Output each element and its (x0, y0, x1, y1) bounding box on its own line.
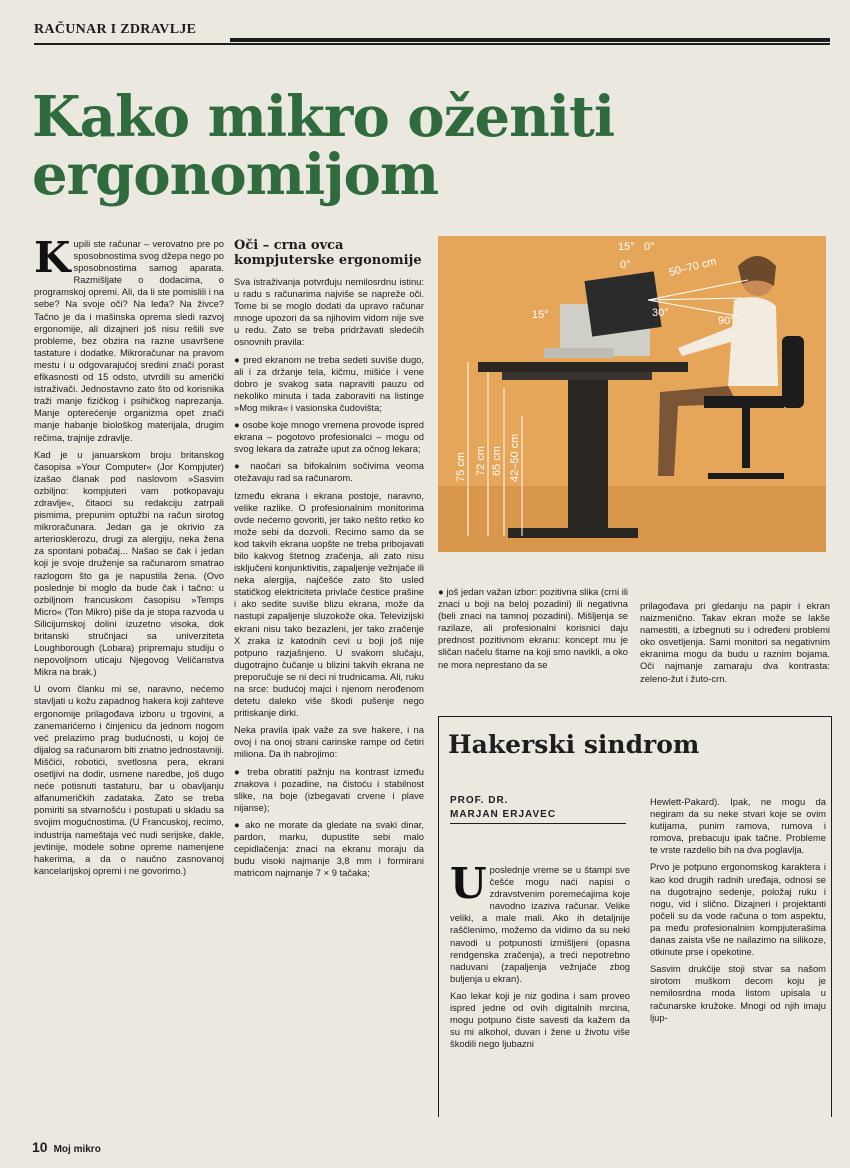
bullet-icon (234, 460, 244, 471)
section-rule (230, 38, 830, 42)
ergonomics-photo (438, 236, 826, 552)
author-title: PROF. DR. (450, 795, 509, 806)
paragraph: Između ekrana i ekrana postoje, naravno, velike razlike. O profesionalnim monitorima ovde nećemo govoriti, jer tako nešto retko ko može sebi da dozvoli. Recimo samo da se kod takvih ekrana uopšte ne treba pribojavati bilo kakvog štetnog zračenja, ali zato nisu isključeni konjunktivitis, zapaljenje vežnjače ili neka alergija, najčešće zato što usled statičkog elektriciteta privlače čestice prašine i ako sedite suviše blizu ekrana, može da nastupi zapaljenje sluzokože oka. Televizijski ekrani nisu tako bezazleni, jer tako zračenje X zraka iz katodnih cevi u boji još nije potpuno razjašnjeno. U svakom slučaju, dugotrajno čučanje u blizini takvih ekrana ne preporučuje se ni deci ni trudnicama. Ali, ruku na srce: budućoj majci i njenom nerođenom detetu daleko više škodi pušenje nego pritiskanje dirki. (234, 489, 424, 719)
section-category: RAČUNAR I ZDRAVLJE (34, 22, 197, 37)
paragraph: Kao lekar koji je niz godina i sam proveo ispred jedne od ovih digitalnih mrcina, mogu potpuno čiste savesti da kažem da su mi alkohol, duvan i žene u životu više škodili nego ljubazni (450, 989, 630, 1050)
intro-paragraph: Uposlednje vreme se u štampi sve češće mogu naći napisi o zdravstvenim poremećajima koje navodno izaziva računar. Velike veliki, a male mali. Ako ih detaljnije raščlenimo, možemo da vidimo da su neki navodi u potpunosti izmišljeni (opasna rendgenska zračenja), a treći nepotrebno naduvani (zapaljenja vežnjače zbog buljenja u ekran). (450, 859, 630, 984)
paragraph: prilagođava pri gledanju na papir i ekran naizmenično. Takav ekran može se lakše namestiti, a izbegnuti su i određeni problemi oko osvetljenja. Sami monitori sa negativnim ekranima mogu da budu u raznim bojama. Oči najmanje zamaraju dva kontrasta: zeleno-žut i žuto-crn. (640, 600, 830, 684)
label-75cm: 75 cm (455, 452, 467, 482)
label-42-50cm: 42–50 cm (509, 433, 521, 482)
paragraph: U ovom članku mi se, naravno, nećemo stavljati u kožu zapadnog hakera koji zahteve ergonomije prilagođava izboru u trgovini, a zanemarićemo i činjenicu da jednom nogom već prelazimo prag budućnosti, u kojoj će dijalog sa računarom biti znatno jednostavniji. Miščići, robotići, svetlosna pera, ekrani osetljivi na dodir, usmene naredbe, još dugo neće potisnuti tastaturu, bar u obavljanju alfanumeričkih zadataka. Zato se treba pomiriti sa stvarnošću i postupati u skladu sa svojim mogućnostima. (U Francuskoj, recimo, industrija nameštaja već nudi serijske, dakle, jevtinije, modele sobne opreme namenjene hakerima, a da o naučno zasnovanoj kancelarijskoj opremi i ne govorimo.) (34, 683, 224, 876)
sidebar-title: Hakerski sindrom (448, 730, 700, 759)
paragraph: Prvo je potpuno ergonomskog karaktera i kao kod drugih radnih uređaja, odnosi se na dugotrajno sedenje, položaj ruku i nogu, vid i slično. Dizajneri i projektanti počeli su da vode računa o tom aspektu, pa među profesionalnim kompjuterašima danas zaista vše ne nailazimo na silikoze, otkinute prse i opekotine. (650, 861, 826, 958)
page-number: 10 (32, 1139, 48, 1155)
label-15-keyboard: 15° (532, 309, 549, 321)
bullet-item: ● osobe koje mnogo vremena provode ispred ekrana – pogotovo profesionalci – mogu od svog lekara da zatraže uput za očnog lekara; (234, 419, 424, 455)
label-15-top: 15° (618, 241, 635, 253)
workstation-illustration (438, 236, 826, 552)
author-name: MARJAN ERJAVEC (450, 809, 557, 820)
bullet-item: ● ako ne morate da gledate na svaki dinar, pardon, marku, dupustite sebi malo cepidlačenja: znaci na ekranu moraju da budu visoki najmanje 3,8 mm i formirani matricom najmanje 7 × 9 tačaka; (234, 819, 424, 879)
bullet-item: ● još jedan važan izbor: pozitivna slika (crni ili znaci u boji na beloj pozadini) ili negativna (beli znaci na tamnoj pozadini). Mišljenja se razilaze, ali profesionalni korisnici daju prednost pozitivnom ekranu: koncept mu je sličan načelu štame na koji smo navikli, a oko ne mora neprestano da se (438, 586, 628, 671)
article-headline: Kako mikro oženiti ergonomijom (32, 84, 615, 208)
column-1 (34, 233, 224, 882)
page-footer (32, 1139, 101, 1155)
label-72cm: 72 cm (475, 446, 487, 476)
bullet-item: ● naočari sa bifokalnim sočivima veoma otežavaju rad sa računarom. (234, 460, 424, 484)
label-0-top: 0° (644, 241, 655, 253)
label-65cm: 65 cm (491, 446, 503, 476)
column-2 (234, 238, 424, 884)
bullet-item: ● pred ekranom ne treba sedeti suviše dugo, ali i za držanje tela, kičmu, mišiće i vene dobro je svakog sata napraviti pauzu od nekoliko minuta i tada zaboraviti na listinge »Mog mikra« i vasionska čudovišta; (234, 354, 424, 414)
byline-rule (450, 823, 626, 824)
drop-cap: K (34, 233, 71, 282)
intro-paragraph: Kupili ste računar – verovatno pre po sposobnostima svog džepa nego po sposobnostima samog aparata. Razmišljate o dodacima, o programskoj opremi. Ali, da li ste pomislili i na sebe? Na svoje oči? Na leđa? Na živce? Tačno je da i mašinska oprema sledi razvoj ergonomije, ali dizajneri još nisu rešili sve probleme, bez obzira na razne usavršene tastature i dodatke. Mikroračunar na pravom mestu i u odgovarajućoj sredini znači porast efikasnosti od 15 odsto, utvrdili su američki istraživači. Jednostavno zato što od korisnika traži manje fizičkog i psihičkog naprezanja. Manje opterećenje organizma opet znači manje habanje biološkog materijala, drugim rečima, trajnije zdravlje. (34, 233, 224, 443)
paragraph: Sasvim drukčije stoji stvar sa našom sirotom muškom decom koju je nemilosrdna moda listom upisala u računarske kružoke. Mnogi od njih imaju ljup- (650, 963, 826, 1023)
paragraph: Neka pravila ipak važe za sve hakere, i na ovoj i na onoj strani carinske rampe od četiri miliona. Da ih nabrojimo: (234, 724, 424, 760)
drop-cap: U (450, 859, 487, 908)
subheading: Oči – crna ovca kompjuterske ergonomije (234, 238, 422, 268)
paragraph: Kad je u januarskom broju britanskog časopisa »Your Computer« (Jor Kompjuter) izašao članak pod naslovom »Sasvim ozbiljno: kompjuteri vam potkopavaju zdravlje«, čitaoci su redakciju zatrpali pismima, prepunim optužbi na račun sirotog mikroračunara. Jedan ga je okrivio za arteriosklerozu, drugi za alergiju, neka žena za spontani pobačaj... Našao se čak i jedan koji je svoje druženje sa računarom smatrao razlogom što ga je napustila žena. (Ovo poslednje bi moglo da bude čak i tačno: u ozbiljnom francuskom časopisu »Temps Micro« (Ton Mikro) piše da je stopa razvoda u Silicijumskoj dolini izuzetno visoka, dok britanski stručnjaci sa univerziteta Loughborough (Lobara) pripremaju studiju o nepovoljnom uticaju Njegovog Veličanstva Mikra na brak.) (34, 448, 224, 678)
bullet-icon (234, 766, 242, 777)
label-0: 0° (620, 259, 631, 271)
paragraph: Sva istraživanja potvrđuju nemilosrdnu istinu: u radu s računarima najviše se napreže oči. Tome bi se moglo dodati da upravo računar mnoge upozori da sa njihovim vidom nije sve u redu. Zato se treba pridržavati sledećih osnovnih pravila: (234, 276, 424, 348)
section-rule-thin (34, 43, 830, 45)
label-30: 30° (652, 307, 669, 319)
sidebar-column-2 (650, 796, 826, 1029)
paragraph: Hewlett-Pakard). Ipak, ne mogu da negiram da su neke stvari koje se ovim kutijama, punim ramova, rumova i romova, prebacuju ipak tačne. Probleme te vrste razdelio bih na dva poglavlja. (650, 796, 826, 856)
column-4 (640, 600, 830, 690)
bullet-item: ● treba obratiti pažnju na kontrast između znakova i pozadine, na čistoću i stabilnost slike, na boje (izbegavati crvene i plave nijanse); (234, 766, 424, 814)
sidebar-column-1 (450, 859, 630, 1055)
label-90: 90° (718, 315, 735, 327)
magazine-name: Moj mikro (53, 1144, 101, 1155)
author-byline (450, 794, 556, 822)
column-3 (438, 586, 628, 676)
label-viewing-distance: 50–70 cm (667, 255, 718, 279)
